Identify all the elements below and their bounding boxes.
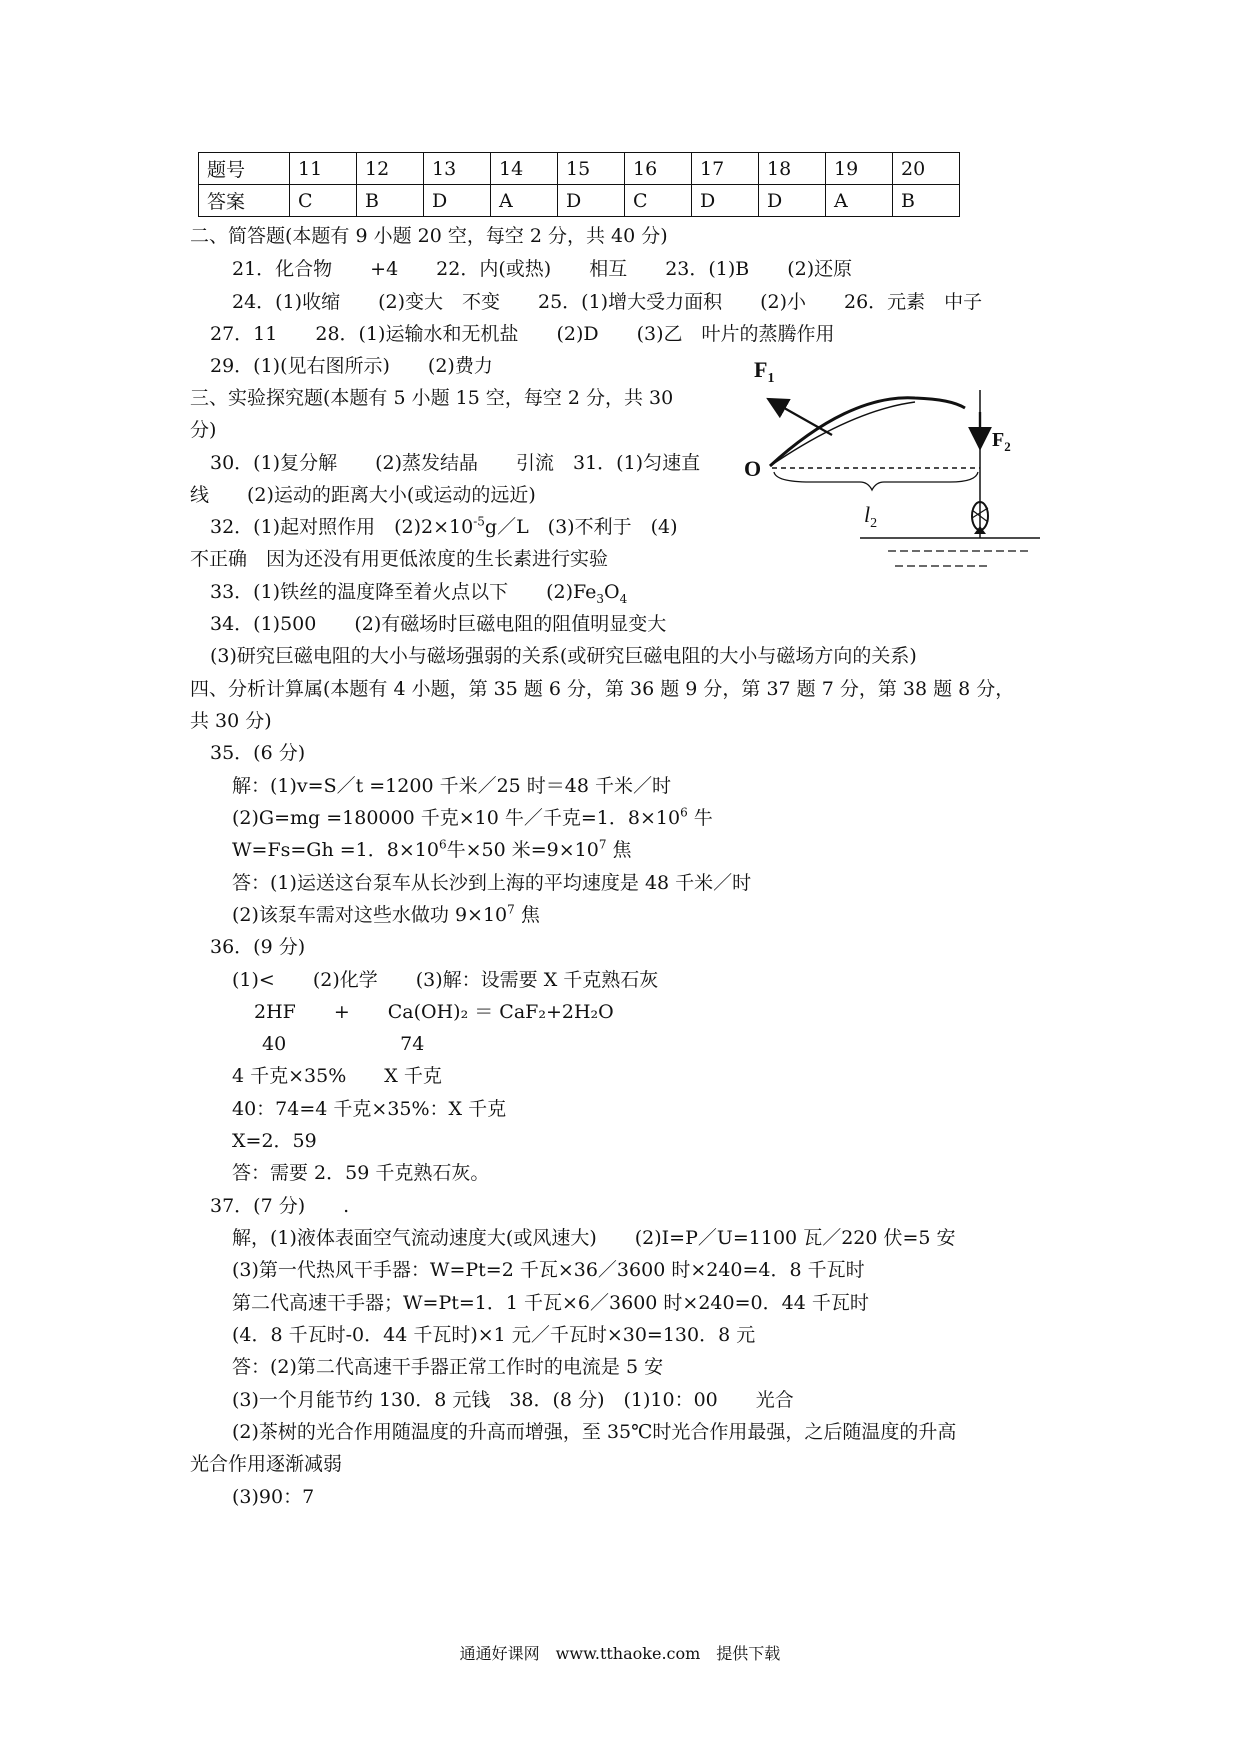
question-number: 36．(9 分) <box>210 936 306 958</box>
answer-line: 不正确 因为还没有用更低浓度的生长素进行实验 <box>190 548 609 570</box>
answer-line: 线 (2)运动的距离大小(或运动的远近) <box>190 484 536 506</box>
equation-line: 2HF + Ca(OH)₂ ＝ CaF₂+2H₂O <box>254 1001 614 1023</box>
table-cell: D <box>759 185 826 217</box>
table-cell: D <box>692 185 759 217</box>
answer-line: 解：(1)v=S／t =1200 千米／25 时＝48 千米／时 <box>232 775 672 797</box>
table-cell: C <box>625 185 692 217</box>
answer-line <box>210 579 627 605</box>
text: W=Fs=Gh =1．8×10 <box>232 839 439 861</box>
answer-line: (3)90：7 <box>232 1486 315 1508</box>
answer-line: 4 千克×35% X 千克 <box>232 1065 442 1087</box>
table-cell: 18 <box>759 153 826 185</box>
table-cell: B <box>893 185 960 217</box>
exponent: 7 <box>598 837 607 852</box>
lever-diagram <box>740 350 1060 590</box>
answer-line: 30．(1)复分解 (2)蒸发结晶 引流 31．(1)匀速直 <box>210 452 701 474</box>
answer-line: 27．11 28．(1)运输水和无机盐 (2)D (3)乙 叶片的蒸腾作用 <box>210 323 835 345</box>
answer-line: X=2．59 <box>232 1130 317 1152</box>
exponent: 7 <box>507 902 515 917</box>
label-f1: $F_1$ <box>754 357 775 386</box>
table-cell: 题号 <box>199 153 290 185</box>
answer-table <box>198 152 960 217</box>
table-cell: A <box>491 185 558 217</box>
subscript: 4 <box>619 591 628 606</box>
force-f1-arrow <box>770 400 832 435</box>
answer-line: 光合作用逐渐减弱 <box>190 1453 343 1475</box>
answer-line <box>232 837 632 863</box>
answer-line: 34．(1)500 (2)有磁场时巨磁电阻的阻值明显变大 <box>210 613 667 635</box>
answer-line: 21．化合物 +4 22．内(或热) 相互 23．(1)B (2)还原 <box>232 258 853 280</box>
table-cell: 20 <box>893 153 960 185</box>
text: 32．(1)起对照作用 (2)2×10 <box>210 516 474 538</box>
table-cell: 答案 <box>199 185 290 217</box>
exponent: -5 <box>473 514 485 529</box>
answer-line: (3)研究巨磁电阻的大小与磁场强弱的关系(或研究巨磁电阻的大小与磁场方向的关系) <box>210 645 917 667</box>
text: 33．(1)铁丝的温度降至着火点以下 (2)Fe <box>210 581 597 603</box>
table-cell: D <box>424 185 491 217</box>
section-heading: 二、简答题(本题有 9 小题 20 空，每空 2 分，共 40 分) <box>190 225 668 247</box>
answer-line: 29．(1)(见右图所示) (2)费力 <box>210 355 493 377</box>
text: g／L (3)不利于 (4) <box>484 516 678 538</box>
answer-line: 40：74=4 千克×35%：X 千克 <box>232 1098 507 1120</box>
text: 焦 <box>514 904 540 926</box>
text: (2)该泵车需对这些水做功 9×10 <box>232 904 508 926</box>
table-cell: 19 <box>826 153 893 185</box>
answer-line: (3)第一代热风干手器：W=Pt=2 千瓦×36／3600 时×240=4．8 千瓦时 <box>232 1259 865 1281</box>
answer-line: (4．8 千瓦时-0．44 千瓦时)×1 元／千瓦时×30=130．8 元 <box>232 1324 756 1346</box>
section-heading-cont: 分) <box>190 419 217 441</box>
table-cell: D <box>558 185 625 217</box>
section-heading: 三、实验探究题(本题有 5 小题 15 空，每空 2 分，共 30 <box>190 387 674 409</box>
label-o: O <box>744 456 762 481</box>
table-cell: C <box>290 185 357 217</box>
equation-line: 40 74 <box>262 1033 425 1055</box>
answer-line <box>232 805 713 831</box>
section-heading-cont: 共 30 分) <box>190 710 272 732</box>
text: 牛×50 米=9×10 <box>446 839 599 861</box>
footer-source: 通通好课网 www.tthaoke.com 提供下载 <box>459 1644 781 1663</box>
subscript: 3 <box>596 591 605 606</box>
table-cell: 13 <box>424 153 491 185</box>
table-cell: A <box>826 185 893 217</box>
answer-line: 第二代高速干手器；W=Pt=1．1 千瓦×6／3600 时×240=0．44 千瓦时 <box>232 1292 869 1314</box>
text: O <box>604 581 620 603</box>
question-number: 37．(7 分) . <box>210 1195 350 1217</box>
label-l2: $l_2$ <box>864 502 878 531</box>
table-row <box>199 185 960 217</box>
answer-line: 24．(1)收缩 (2)变大 不变 25．(1)增大受力面积 (2)小 26．元素 中子 <box>232 291 983 313</box>
answer-line: 解，(1)液体表面空气流动速度大(或风速大) (2)I=P／U=1100 瓦／220 伏=5 安 <box>232 1227 956 1249</box>
label-f2: $F_2$ <box>992 429 1011 454</box>
table-cell: 11 <box>290 153 357 185</box>
section-heading: 四、分析计算属(本题有 4 小题，第 35 题 6 分，第 36 题 9 分，第 37 题 7 分，第 38 题 8 分， <box>190 678 1015 700</box>
table-cell: 17 <box>692 153 759 185</box>
text: (2)G=mg =180000 千克×10 牛／千克=1．8×10 <box>232 807 681 829</box>
rod <box>770 398 965 466</box>
l2-brace <box>774 472 978 490</box>
answer-line: 答：(1)运送这台泵车从长沙到上海的平均速度是 48 千米／时 <box>232 872 752 894</box>
answer-line <box>210 514 678 540</box>
answer-line: (1)< (2)化学 (3)解：设需要 X 千克熟石灰 <box>232 969 659 991</box>
table-cell: 12 <box>357 153 424 185</box>
table-cell: 16 <box>625 153 692 185</box>
answer-line: (3)一个月能节约 130．8 元钱 38．(8 分) (1)10：00 光合 <box>232 1389 794 1411</box>
answer-line <box>232 902 540 928</box>
table-cell: 15 <box>558 153 625 185</box>
answer-line: 答：需要 2．59 千克熟石灰。 <box>232 1162 490 1184</box>
answer-line: (2)茶树的光合作用随温度的升高而增强，至 35℃时光合作用最强，之后随温度的升高 <box>232 1421 957 1443</box>
question-number: 35．(6 分) <box>210 742 306 764</box>
exponent: 6 <box>680 805 688 820</box>
table-cell: 14 <box>491 153 558 185</box>
answer-line: 答：(2)第二代高速干手器正常工作时的电流是 5 安 <box>232 1356 664 1378</box>
table-cell: B <box>357 185 424 217</box>
text: 焦 <box>606 839 632 861</box>
text: 牛 <box>687 807 713 829</box>
exponent: 6 <box>438 837 447 852</box>
table-row <box>199 153 960 185</box>
